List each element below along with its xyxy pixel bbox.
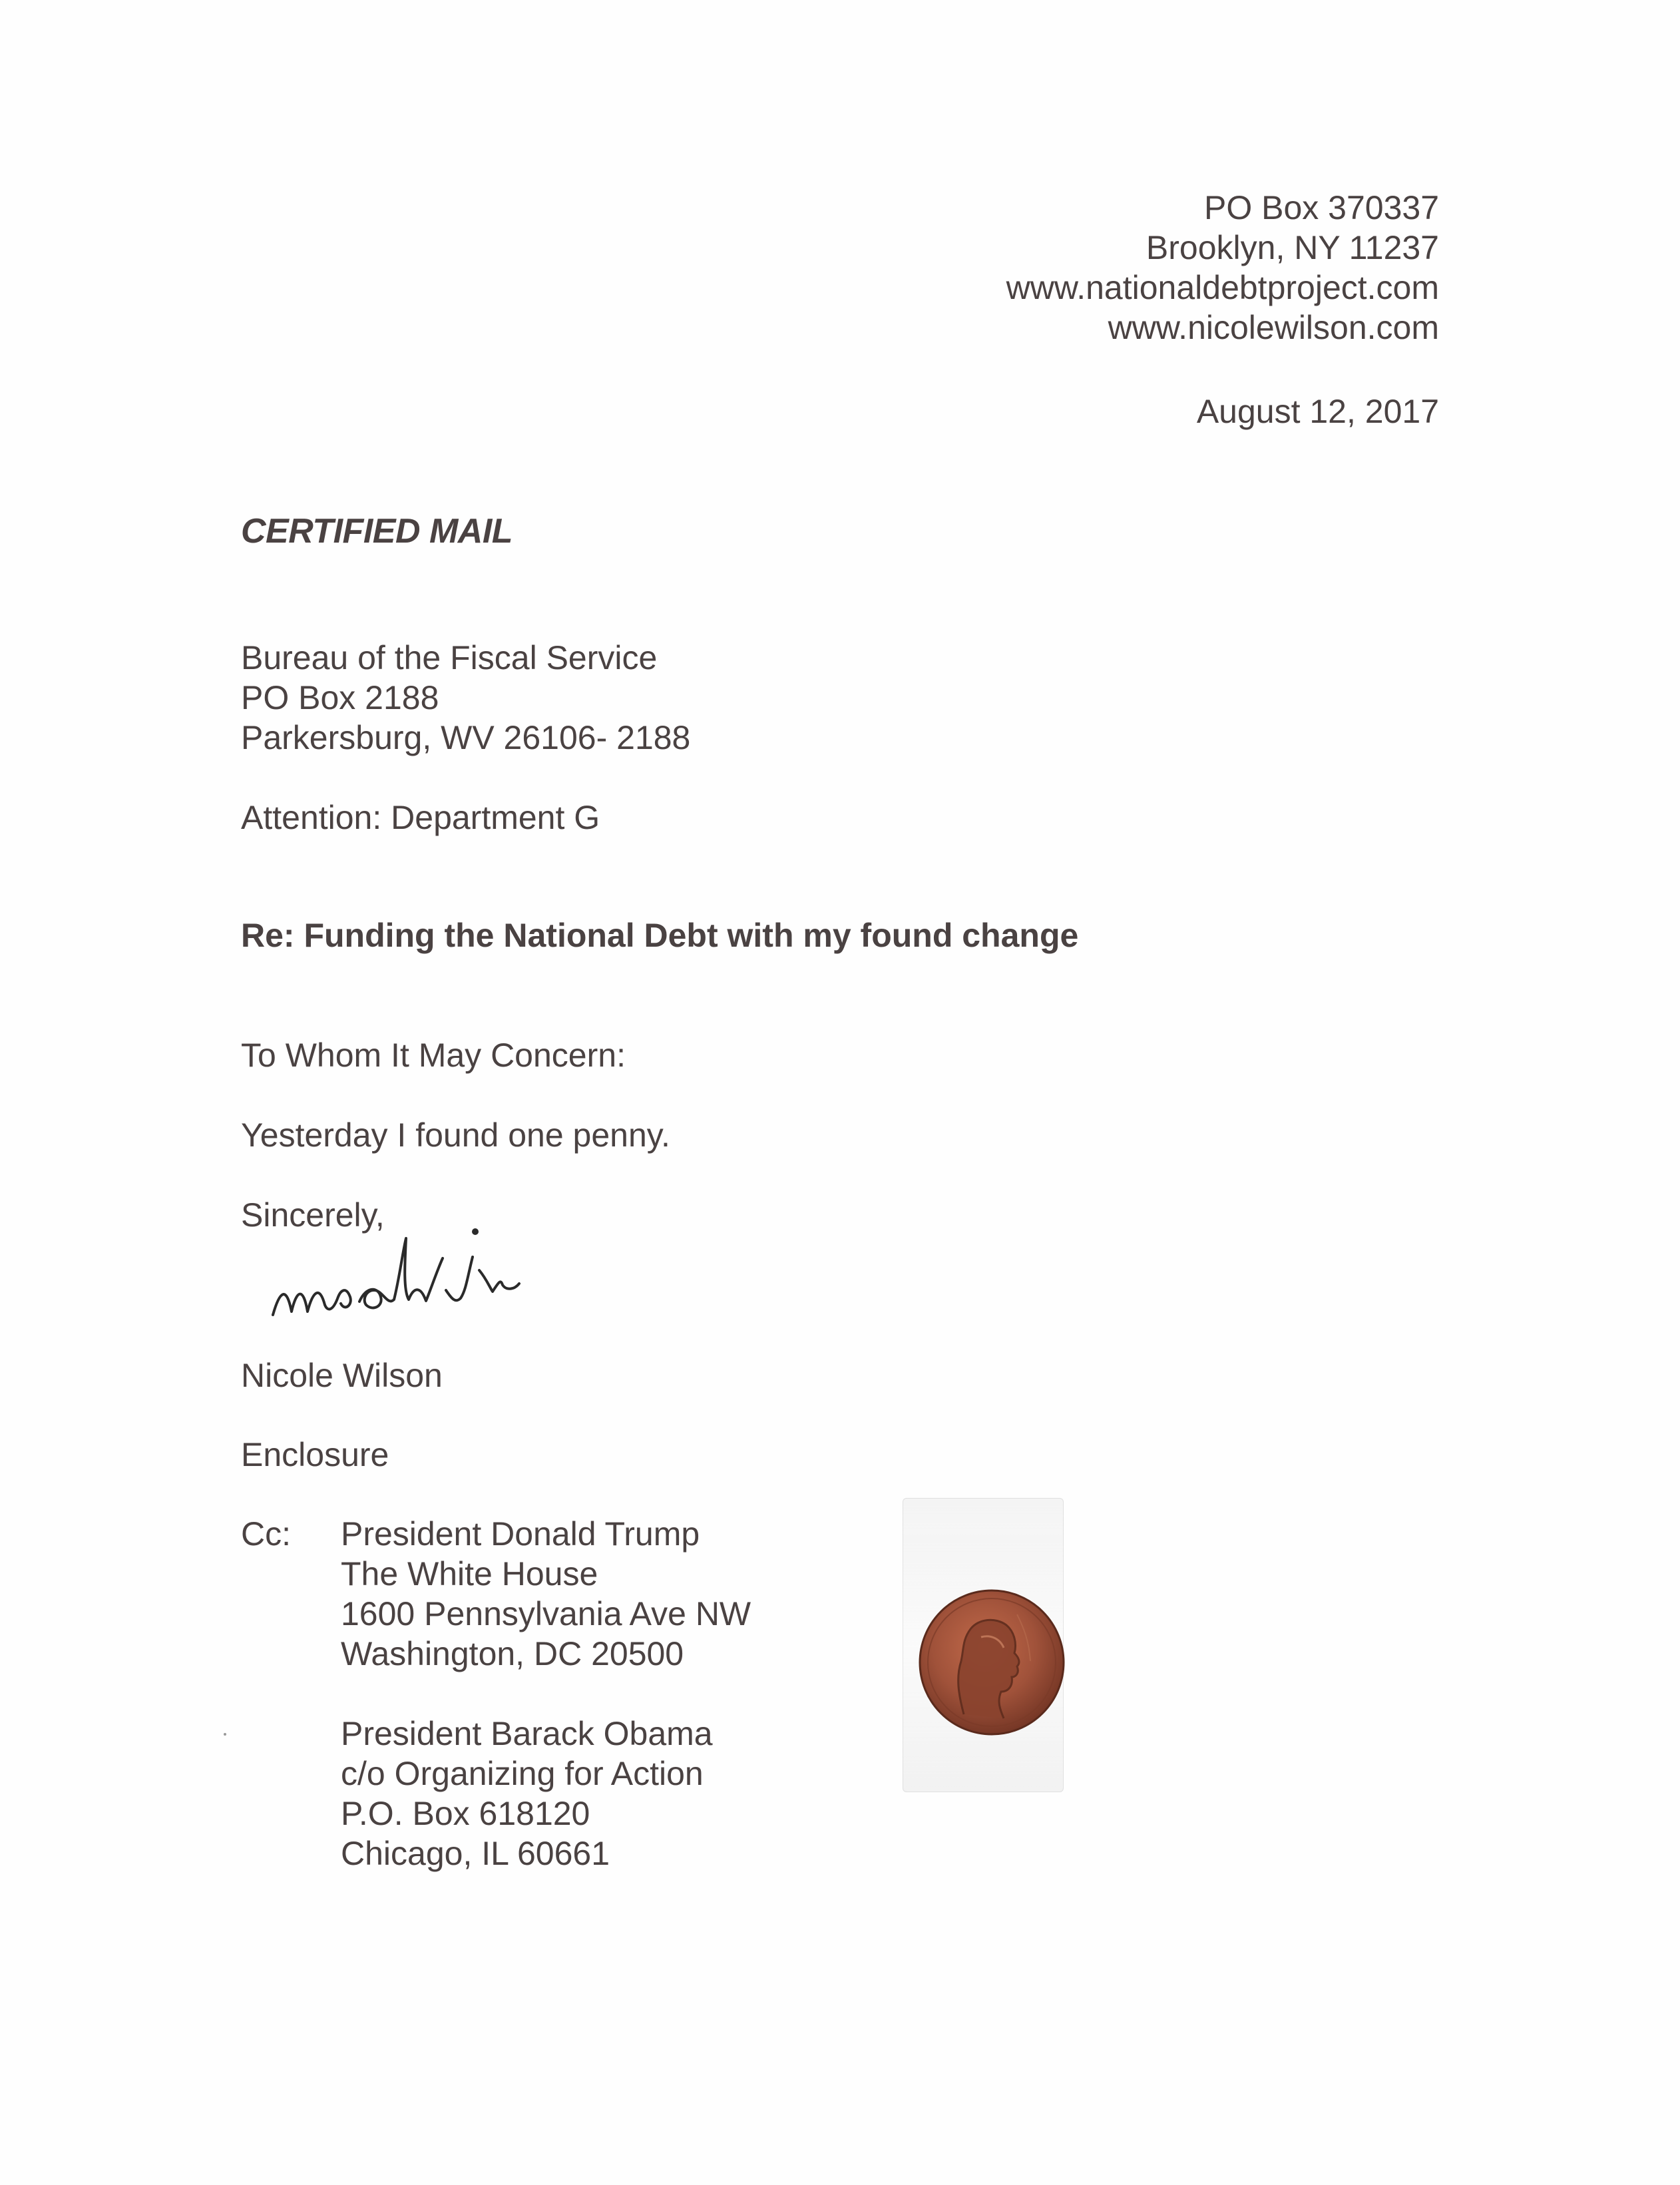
cc-recipient-line: The White House [341, 1555, 598, 1592]
sender-address [1006, 188, 1439, 348]
certified-mail-heading: CERTIFIED MAIL [241, 512, 513, 551]
letter-date: August 12, 2017 [1196, 393, 1439, 430]
recipient-city-line: Parkersburg, WV 26106- 2188 [241, 719, 691, 756]
salutation: To Whom It May Concern: [241, 1037, 626, 1074]
cc-recipient-line: Washington, DC 20500 [341, 1635, 684, 1672]
taped-penny [884, 1498, 1084, 1791]
subject-line: Re: Funding the National Debt with my found change [241, 917, 1079, 954]
cc-recipient [341, 1714, 713, 1873]
cc-recipient-line: c/o Organizing for Action [341, 1755, 704, 1792]
attention-line: Attention: Department G [241, 799, 600, 836]
paper-speck [224, 1733, 226, 1736]
recipient-name: Bureau of the Fiscal Service [241, 639, 658, 676]
enclosure-note: Enclosure [241, 1436, 389, 1473]
cc-recipient-line: 1600 Pennsylvania Ave NW [341, 1595, 751, 1632]
cc-recipient-line: P.O. Box 618120 [341, 1795, 590, 1832]
closing: Sincerely, [241, 1196, 385, 1234]
sender-po-box: PO Box 370337 [1203, 189, 1439, 226]
penny-coin-icon [917, 1588, 1067, 1738]
cc-recipient-name: President Donald Trump [341, 1515, 700, 1553]
sender-city-line: Brooklyn, NY 11237 [1146, 229, 1439, 266]
handwritten-signature [266, 1212, 639, 1338]
recipient-address [241, 638, 690, 758]
signer-name: Nicole Wilson [241, 1357, 443, 1394]
sender-website-2: www.nicolewilson.com [1108, 309, 1439, 346]
sender-website-1: www.nationaldebtproject.com [1006, 269, 1439, 306]
cc-recipient-line: Chicago, IL 60661 [341, 1835, 610, 1872]
cc-recipient-name: President Barack Obama [341, 1715, 713, 1752]
cc-label: Cc: [241, 1515, 291, 1553]
recipient-po-box: PO Box 2188 [241, 679, 439, 716]
cc-recipient [341, 1514, 751, 1674]
letter-body: Yesterday I found one penny. [241, 1116, 670, 1154]
